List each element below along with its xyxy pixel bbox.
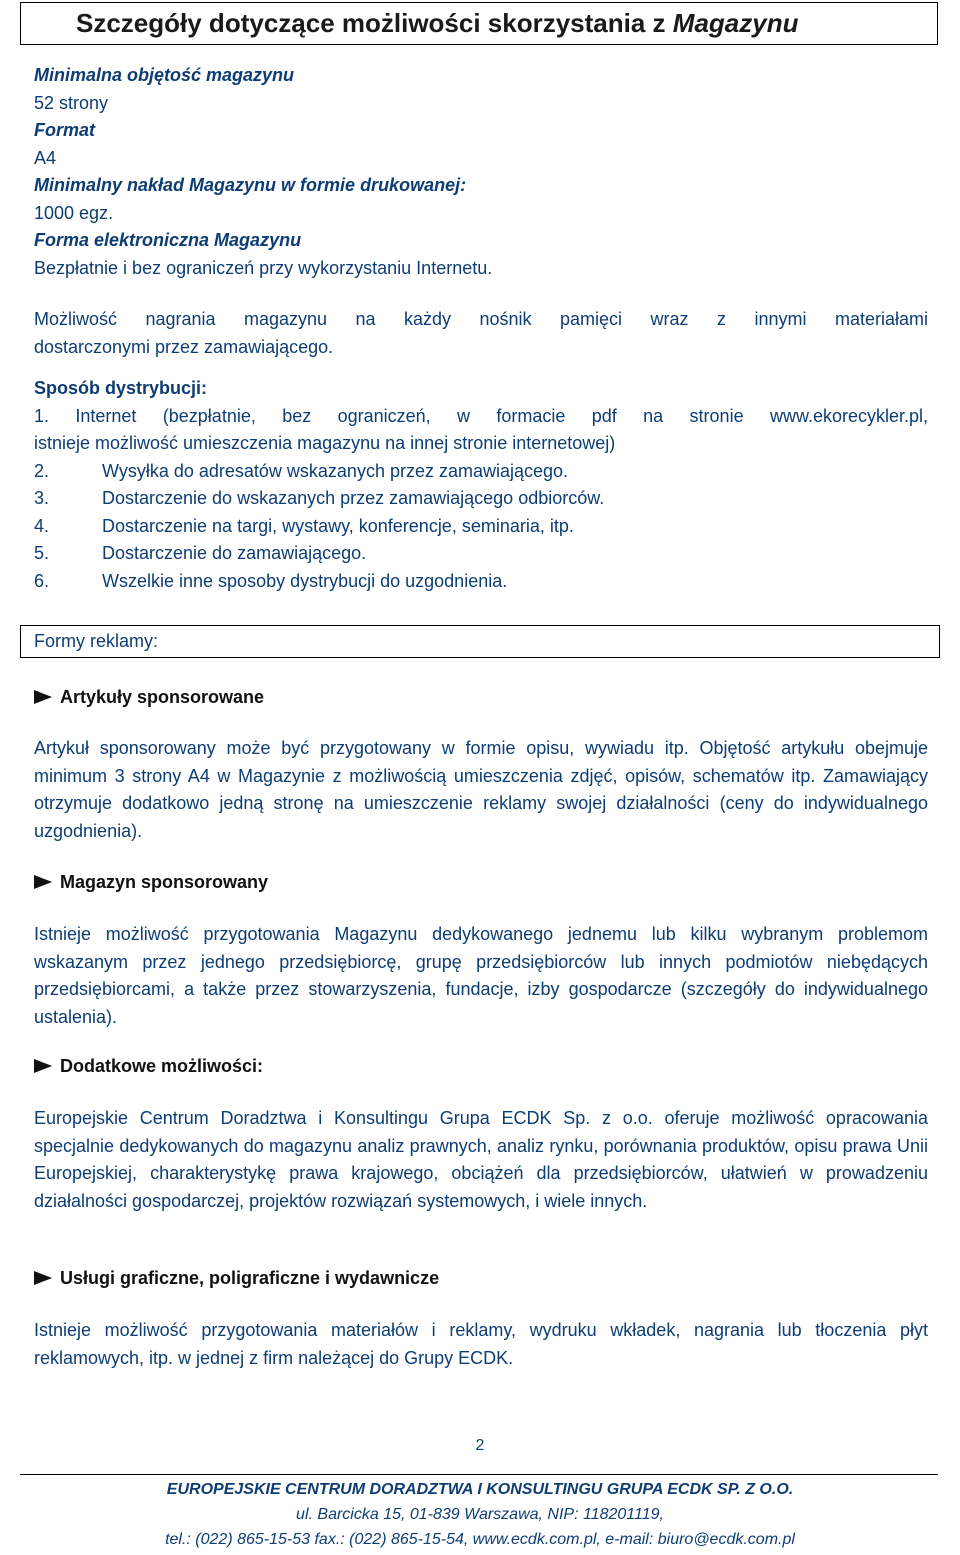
recording-line: dostarczonymi przez zamawiającego. xyxy=(34,336,334,357)
footer-company: EUROPEJSKIE CENTRUM DORADZTWA I KONSULTINGU GRUPA ECDK SP. Z O.O. xyxy=(166,1481,794,1498)
arrow-right-icon xyxy=(34,1271,52,1285)
distribution-item-1: 1. Internet (bezpłatnie, bez ograniczeń, w formacie pdf na stronie www.ekorecykler.pl, xyxy=(34,405,928,426)
spec-value: 1000 egz. xyxy=(34,202,114,223)
distribution-block xyxy=(34,375,928,595)
spec-value: Bezpłatnie i bez ograniczeń przy wykorzystaniu Internetu. xyxy=(34,257,493,278)
footer-divider xyxy=(20,1474,938,1475)
recording-paragraph xyxy=(34,306,928,361)
arrow-right-icon xyxy=(34,1059,52,1073)
spec-label: Forma elektroniczna Magazynu xyxy=(34,230,302,250)
distribution-item: 3. Dostarczenie do wskazanych przez zamawiającego odbiorców. xyxy=(34,488,605,508)
section-text: Istnieje możliwość przygotowania materiałów i reklamy, wydruku wkładek, nagrania lub tłoczenia płyt reklamowych, itp. w jednej z firm należącej do Grupy ECDK. xyxy=(34,1320,928,1368)
page-title xyxy=(20,2,938,45)
page-title-text: Szczegóły dotyczące możliwości skorzystania z xyxy=(76,8,673,38)
spec-label: Minimalny nakład Magazynu w formie drukowanej: xyxy=(34,175,467,195)
spec-label: Minimalna objętość magazynu xyxy=(34,65,295,85)
page-title-italic: Magazynu xyxy=(672,8,799,38)
spec-value: 52 strony xyxy=(34,92,109,113)
distribution-item: 6. Wszelkie inne sposoby dystrybucji do uzgodnienia. xyxy=(34,570,508,591)
section-text: Istnieje możliwość przygotowania Magazynu dedykowanego jednemu lub kilku wybranym problemom wskazanym przez jednego przedsiębiorcę, grupę przedsiębiorców lub innych podmiotów niebędących przedsiębiorcami, a także przez stowarzyszenia, fundacje, izby gospodarcze (szczegóły do indywidualnego ustalenia). xyxy=(34,924,928,1027)
forms-heading: Formy reklamy: xyxy=(20,625,940,658)
distribution-item: 5. Dostarczenie do zamawiającego. xyxy=(34,543,367,563)
distribution-item: 2. Wysyłka do adresatów wskazanych przez zamawiającego. xyxy=(34,460,569,481)
section-text: Europejskie Centrum Doradztwa i Konsultingu Grupa ECDK Sp. z o.o. oferuje możliwość opracowania specjalnie dedykowanych do magazynu analiz prawnych, analiz rynku, porównania produktów, opisu prawa Unii Europejskiej, charakterystykę prawa krajowego, obciążeń dla przedsiębiorców, ułatwień w prowadzeniu działalności gospodarczej, projektów rozwiązań systemowych, i wiele innych. xyxy=(34,1108,928,1211)
specs-list xyxy=(34,62,928,282)
distribution-item-1-cont: istnieje możliwość umieszczenia magazynu na innej stronie internetowej) xyxy=(34,433,616,453)
distribution-heading: Sposób dystrybucji: xyxy=(34,378,208,398)
distribution-item: 4. Dostarczenie na targi, wystawy, konferencje, seminaria, itp. xyxy=(34,515,574,536)
arrow-right-icon xyxy=(34,875,52,889)
spec-value: A4 xyxy=(34,147,57,168)
recording-line: Możliwość nagrania magazynu na każdy nośnik pamięci wraz z innymi materiałami xyxy=(34,309,928,329)
section-heading: Usługi graficzne, poligraficzne i wydawnicze xyxy=(34,1268,439,1289)
spec-label: Format xyxy=(34,120,96,140)
section-heading: Artykuły sponsorowane xyxy=(34,687,264,708)
section-text: Artykuł sponsorowany może być przygotowany w formie opisu, wywiadu itp. Objętość artykułu obejmuje minimum 3 strony A4 w Magazynie z możliwością umieszczenia zdjęć, opisów, schematów itp. Zamawiający otrzymuje dodatkowo jedną stronę na umieszczenie reklamy swojej działalności (ceny do indywidualnego uzgodnienia). xyxy=(34,738,928,841)
arrow-right-icon xyxy=(34,690,52,704)
page-number: 2 xyxy=(475,1437,485,1454)
footer-address: ul. Barcicka 15, 01-839 Warszawa, NIP: 118201119, xyxy=(296,1506,664,1523)
footer-contact: tel.: (022) 865-15-53 fax.: (022) 865-15-54, www.ecdk.com.pl, e-mail: biuro@ecdk.com.pl xyxy=(165,1531,795,1548)
section-heading: Magazyn sponsorowany xyxy=(34,872,268,893)
section-heading: Dodatkowe możliwości: xyxy=(34,1056,263,1077)
